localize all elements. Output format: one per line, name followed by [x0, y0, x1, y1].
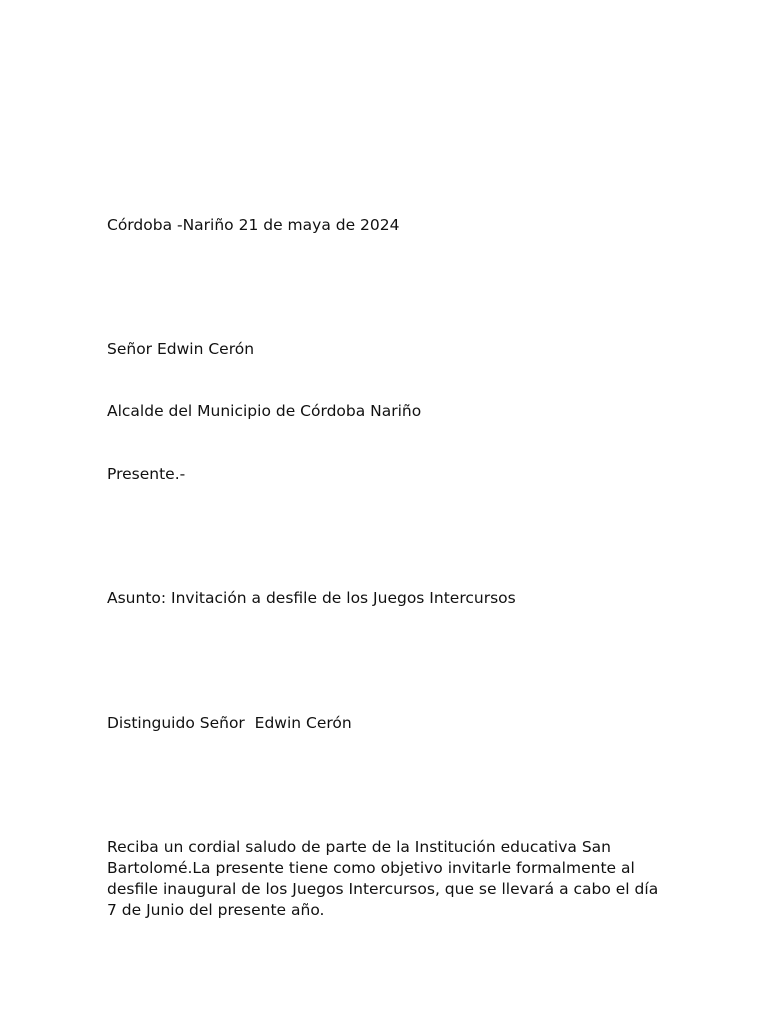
subject-line: Asunto: Invitación a desfile de los Juegos Intercursos	[107, 589, 516, 607]
present-line: Presente.-	[107, 465, 186, 483]
body-paragraph: Reciba un cordial saludo de parte de la Institución educativa San Bartolomé.La presente tiene como objetivo invitarle formalmente al desfile inaugural de los Juegos Intercursos, que se llevará a cabo el día 7 de Junio del presente año.	[107, 838, 664, 919]
greeting-line: Distinguido Señor Edwin Cerón	[107, 714, 352, 732]
date-line: Córdoba -Nariño 21 de maya de 2024	[107, 216, 400, 234]
recipient-name: Señor Edwin Cerón	[107, 340, 255, 358]
recipient-position: Alcalde del Municipio de Córdoba Nariño	[107, 402, 422, 420]
